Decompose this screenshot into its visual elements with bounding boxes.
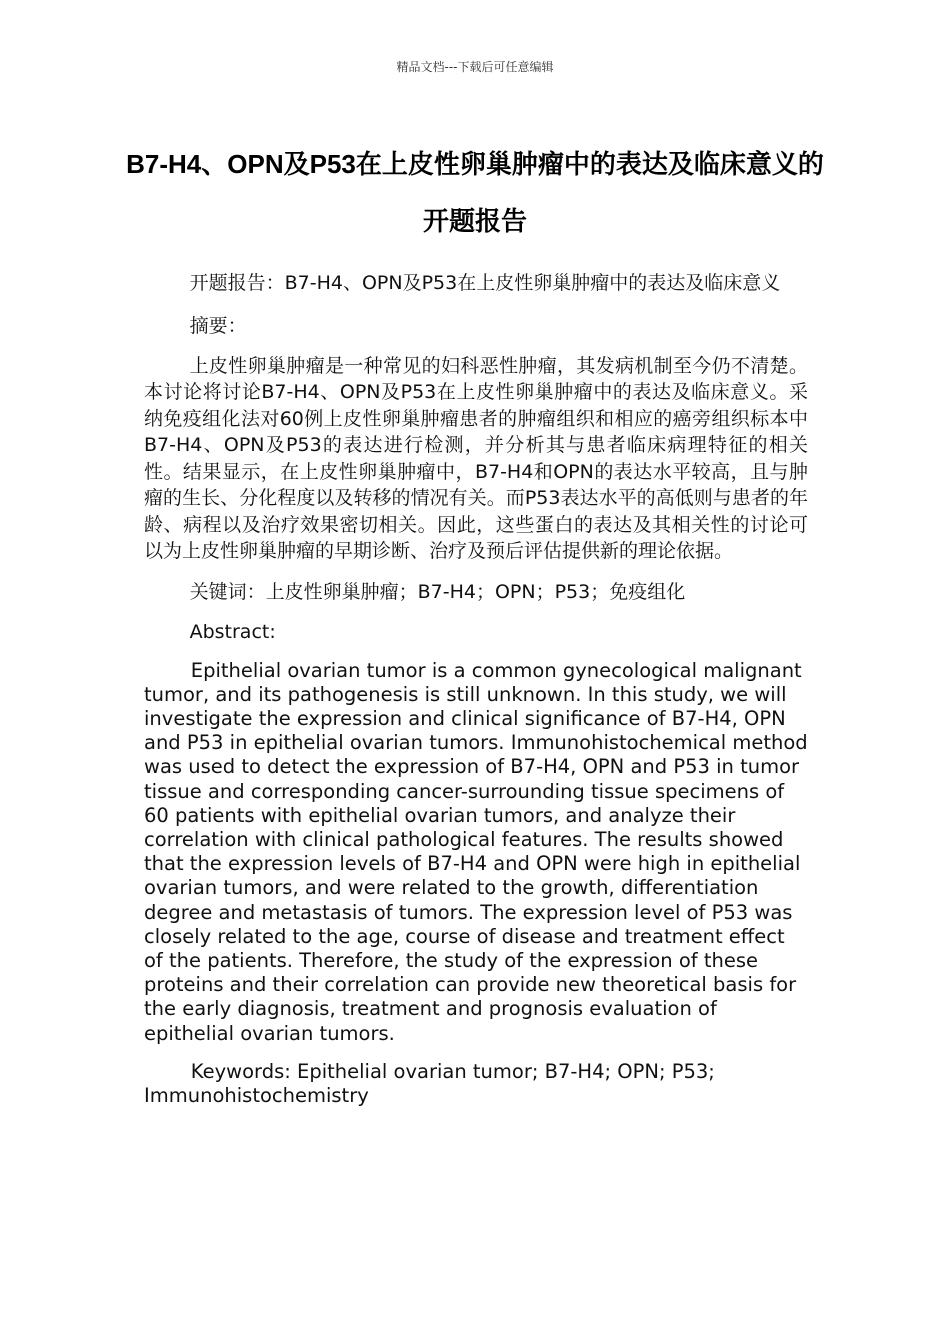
abstract-en-label: Abstract: <box>189 620 276 643</box>
header-note: 精品文档---下载后可任意编辑 <box>396 60 554 74</box>
keywords-cn: 关键词：上皮性卵巢肿瘤；B7-H4；OPN；P53；免疫组化 <box>189 580 686 603</box>
abstract-cn-label: 摘要： <box>189 314 247 337</box>
report-line: 开题报告：B7-H4、OPN及P53在上皮性卵巢肿瘤中的表达及临床意义 <box>189 272 781 294</box>
document-body <box>144 270 808 1108</box>
abstract-cn-paragraph: 上皮性卵巢肿瘤是一种常见的妇科恶性肿瘤，其发病机制至今仍不清楚。本讨论将讨论B7-H4、OPN及P53在上皮性卵巢肿瘤中的表达及临床意义。采纳免疫组化法对60例上皮性卵巢肿瘤患者的肿瘤组织和相应的癌旁组织标本中B7-H4、OPN及P53的表达进行检测，并分析其与患者临床病理特征的相关性。结果显示，在上皮性卵巢肿瘤中，B7-H4和OPN的表达水平较高，且与肿瘤的生长、分化程度以及转移的情况有关。而P53表达水平的高低则与患者的年龄、病程以及治疗效果密切相关。因此，这些蛋白的表达及其相关性的讨论可以为上皮性卵巢肿瘤的早期诊断、治疗及预后评估提供新的理论依据。 <box>144 354 808 562</box>
keywords-en: Keywords: Epithelial ovarian tumor; B7-H4; OPN; P53; Immunohistochemistry <box>144 1059 715 1107</box>
abstract-en-paragraph: Epithelial ovarian tumor is a common gynecological malignant tumor, and its pathogenesis is still unknown. In this study, we will investigate the expression and clinical significance of B7-H4, OPN and P53 in epithelial ovarian tumors. Immunohistochemical method was used to detect the expression of B7-H4, OPN and P53 in tumor tissue and corresponding cancer-surrounding tissue specimens of 60 patients with epithelial ovarian tumors, and analyze their correlation with clinical pathological features. The results showed that the expression levels of B7-H4 and OPN were high in epithelial ovarian tumors, and were related to the growth, differentiation degree and metastasis of tumors. The expression level of P53 was closely related to the age, course of disease and treatment effect of the patients. Therefore, the study of the expression of these proteins and their correlation can provide new theoretical basis for the early diagnosis, treatment and prognosis evaluation of epithelial ovarian tumors. <box>144 658 808 1045</box>
page-title: B7-H4、OPN及P53在上皮性卵巢肿瘤中的表达及临床意义的开题报告 <box>126 149 824 236</box>
